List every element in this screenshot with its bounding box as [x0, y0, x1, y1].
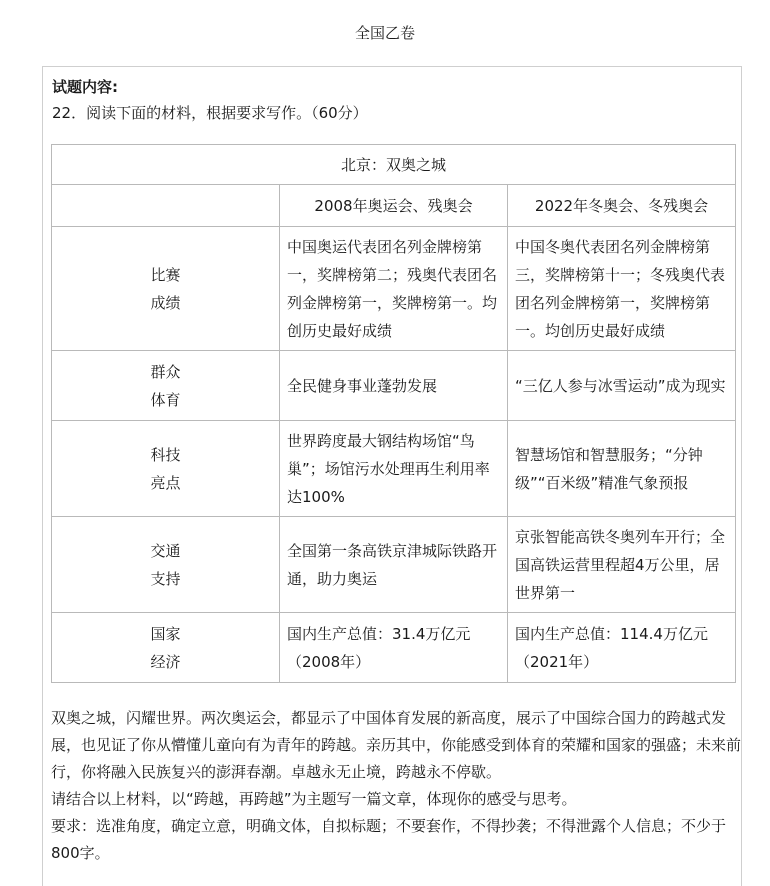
table-row	[52, 421, 736, 517]
passage-instruction: 请结合以上材料，以“跨越，再跨越”为主题写一篇文章，体现你的感受与思考。	[51, 790, 577, 808]
category-label: 群众	[150, 362, 181, 381]
table-cell-2022: 中国冬奥代表团名列金牌榜第三，奖牌榜第十一；冬残奥代表团名列金牌榜第一，奖牌榜第一。均创历史最好成绩	[508, 227, 736, 351]
table-cell-2008: 全国第一条高铁京津城际铁路开通，助力奥运	[280, 517, 508, 613]
category-cell	[52, 227, 280, 351]
category-label: 体育	[150, 390, 181, 409]
table-header-row	[52, 185, 736, 227]
category-label: 国家	[150, 624, 181, 643]
category-label: 科技	[150, 445, 181, 464]
question-panel	[42, 66, 742, 886]
table-cell-2022: “三亿人参与冰雪运动”成为现实	[508, 351, 736, 421]
category-cell	[52, 517, 280, 613]
table-row	[52, 613, 736, 683]
table-caption: 北京：双奥之城	[52, 145, 736, 185]
essay-passage	[51, 705, 741, 867]
table-header-cell: 2008年奥运会、残奥会	[280, 185, 508, 227]
table-row	[52, 351, 736, 421]
page-title: 全国乙卷	[354, 24, 415, 42]
question-label: 试题内容:	[52, 78, 118, 96]
passage-requirements: 要求：选准角度，确定立意，明确文体，自拟标题；不要套作，不得抄袭；不得泄露个人信息；不少于800字。	[51, 817, 727, 862]
table-cell-2022: 国内生产总值：114.4万亿元（2021年）	[508, 613, 736, 683]
question-prompt: 22．阅读下面的材料，根据要求写作。（60分）	[52, 104, 368, 122]
passage-paragraph: 双奥之城，闪耀世界。两次奥运会，都显示了中国体育发展的新高度，展示了中国综合国力的跨越式发展，也见证了你从懵懂儿童向有为青年的跨越。亲历其中，你能感受到体育的荣耀和国家的强盛；未来前行，你将融入民族复兴的澎湃春潮。卓越永无止境，跨越永不停歇。	[51, 709, 742, 781]
material-table	[51, 144, 736, 683]
category-label: 支持	[150, 569, 181, 588]
table-header-cell: 2022年冬奥会、冬残奥会	[508, 185, 736, 227]
category-label: 成绩	[150, 293, 181, 312]
category-label: 交通	[150, 541, 181, 560]
category-label: 比赛	[150, 265, 181, 284]
table-cell-2008: 国内生产总值：31.4万亿元（2008年）	[280, 613, 508, 683]
table-cell-2022: 智慧场馆和智慧服务；“分钟级”“百米级”精准气象预报	[508, 421, 736, 517]
table-row	[52, 227, 736, 351]
table-cell-2022: 京张智能高铁冬奥列车开行；全国高铁运营里程超4万公里，居世界第一	[508, 517, 736, 613]
table-cell-2008: 世界跨度最大钢结构场馆“鸟巢”；场馆污水处理再生利用率达100%	[280, 421, 508, 517]
table-row	[52, 517, 736, 613]
category-cell	[52, 421, 280, 517]
table-caption-row	[52, 145, 736, 185]
category-label: 经济	[150, 652, 181, 671]
table-cell-2008: 全民健身事业蓬勃发展	[280, 351, 508, 421]
table-header-cell	[52, 185, 280, 227]
table-cell-2008: 中国奥运代表团名列金牌榜第一，奖牌榜第二；残奥代表团名列金牌榜第一，奖牌榜第一。均创历史最好成绩	[280, 227, 508, 351]
category-label: 亮点	[150, 473, 181, 492]
category-cell	[52, 613, 280, 683]
category-cell	[52, 351, 280, 421]
